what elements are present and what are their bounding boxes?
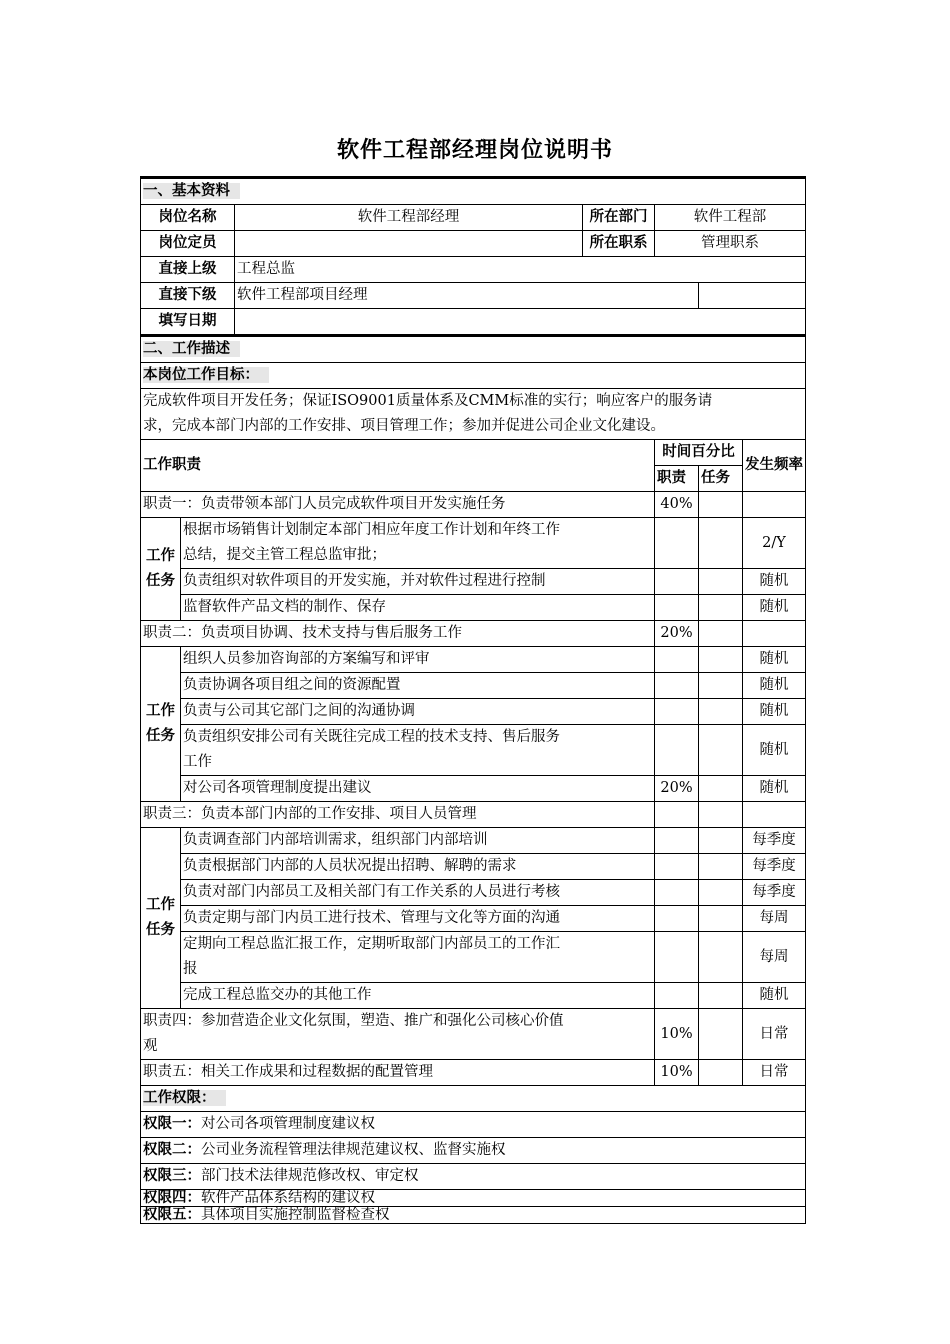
task-pct (655, 647, 699, 673)
task-text: 对公司各项管理制度提出建议 (181, 776, 655, 802)
task-sub-pct (699, 880, 743, 906)
task-text: 负责定期与部门内员工进行技术、管理与文化等方面的沟通 (181, 906, 655, 932)
task-text: 负责组织对软件项目的开发实施，并对软件过程进行控制 (181, 569, 655, 595)
task-pct (655, 725, 699, 776)
task-sub-pct (699, 595, 743, 621)
task-sub-pct (699, 932, 743, 983)
duty-pct: 10% (655, 1009, 699, 1060)
page-title: 软件工程部经理岗位说明书 (336, 138, 613, 163)
headcount-value (235, 231, 583, 257)
task-pct (655, 854, 699, 880)
task-sub-pct (699, 725, 743, 776)
task-freq: 随机 (743, 569, 806, 595)
duty-task-pct (699, 1060, 743, 1086)
duty-task-pct (699, 1009, 743, 1060)
task-freq: 随机 (743, 983, 806, 1009)
task-text: 负责组织安排公司有关既往完成工程的技术支持、售后服务 工作 (181, 725, 655, 776)
job-description-table (140, 176, 806, 1224)
task-freq: 每周 (743, 906, 806, 932)
task-freq: 随机 (743, 725, 806, 776)
task-freq: 随机 (743, 595, 806, 621)
task-sub-pct (699, 518, 743, 569)
duty-freq (743, 802, 806, 828)
goal-line-1: 完成软件项目开发任务；保证ISO9001质量体系及CMM标准的实行；响应客户的服务请 (143, 393, 713, 409)
authority-item: 权限三：部门技术法律规范修改权、审定权 (141, 1164, 806, 1190)
task-pct (655, 518, 699, 569)
task-pct-header: 任务 (699, 466, 743, 492)
task-sub-pct (699, 983, 743, 1009)
duty-freq (743, 492, 806, 518)
task-pct (655, 673, 699, 699)
task-freq: 每季度 (743, 828, 806, 854)
goal-line-2: 求，完成本部门内部的工作安排、项目管理工作；参加并促进公司企业文化建设。 (143, 418, 665, 434)
task-pct (655, 983, 699, 1009)
task-text: 负责调查部门内部培训需求，组织部门内部培训 (181, 828, 655, 854)
duty-title: 职责三：负责本部门内部的工作安排、项目人员管理 (141, 802, 655, 828)
task-group-label: 工作 任务 (141, 518, 181, 621)
date-value (235, 309, 806, 336)
goal-label: 本岗位工作目标： (141, 363, 806, 389)
job-family-label: 所在职系 (583, 231, 655, 257)
goal-text (141, 389, 806, 440)
section-work-description-heading: 二、工作描述 (141, 336, 806, 363)
duty-title: 职责一：负责带领本部门人员完成软件项目开发实施任务 (141, 492, 655, 518)
task-freq: 随机 (743, 776, 806, 802)
section-basic-info-heading: 一、基本资料 (141, 178, 806, 205)
duty-task-pct (699, 621, 743, 647)
duty-header: 工作职责 (141, 440, 655, 492)
task-freq: 随机 (743, 699, 806, 725)
superior-label: 直接上级 (141, 257, 235, 283)
position-name-value: 软件工程部经理 (235, 205, 583, 231)
task-text: 负责对部门内部员工及相关部门有工作关系的人员进行考核 (181, 880, 655, 906)
duty-title: 职责四：参加营造企业文化氛围，塑造、推广和强化公司核心价值 观 (141, 1009, 655, 1060)
task-pct (655, 932, 699, 983)
job-family-value: 管理职系 (655, 231, 806, 257)
task-freq: 每季度 (743, 854, 806, 880)
subordinate-extra (699, 283, 806, 309)
authority-item: 权限四：软件产品体系结构的建议权 (141, 1190, 806, 1207)
duty-freq (743, 621, 806, 647)
subordinate-label: 直接下级 (141, 283, 235, 309)
authority-item: 权限一：对公司各项管理制度建议权 (141, 1112, 806, 1138)
task-freq: 每周 (743, 932, 806, 983)
duty-task-pct (699, 802, 743, 828)
duty-freq: 日常 (743, 1060, 806, 1086)
department-label: 所在部门 (583, 205, 655, 231)
duty-freq: 日常 (743, 1009, 806, 1060)
task-freq: 随机 (743, 647, 806, 673)
task-text: 负责根据部门内部的人员状况提出招聘、解聘的需求 (181, 854, 655, 880)
duty-pct: 10% (655, 1060, 699, 1086)
task-sub-pct (699, 673, 743, 699)
superior-value: 工程总监 (235, 257, 806, 283)
task-sub-pct (699, 854, 743, 880)
task-text: 定期向工程总监汇报工作，定期听取部门内部员工的工作汇 报 (181, 932, 655, 983)
task-sub-pct (699, 906, 743, 932)
duty-pct: 20% (655, 621, 699, 647)
task-pct (655, 699, 699, 725)
position-name-label: 岗位名称 (141, 205, 235, 231)
duty-title: 职责二：负责项目协调、技术支持与售后服务工作 (141, 621, 655, 647)
task-freq: 每季度 (743, 880, 806, 906)
task-pct (655, 595, 699, 621)
task-pct (655, 828, 699, 854)
task-text: 根据市场销售计划制定本部门相应年度工作计划和年终工作 总结，提交主管工程总监审批； (181, 518, 655, 569)
task-freq: 随机 (743, 673, 806, 699)
task-group-label: 工作 任务 (141, 647, 181, 802)
subordinate-value: 软件工程部项目经理 (235, 283, 699, 309)
task-pct (655, 569, 699, 595)
frequency-header: 发生频率 (743, 440, 806, 492)
task-sub-pct (699, 647, 743, 673)
date-label: 填写日期 (141, 309, 235, 336)
duty-pct-header: 职责 (655, 466, 699, 492)
task-group-label: 工作 任务 (141, 828, 181, 1009)
duty-pct (655, 802, 699, 828)
task-pct (655, 906, 699, 932)
task-sub-pct (699, 828, 743, 854)
task-pct: 20% (655, 776, 699, 802)
task-text: 完成工程总监交办的其他工作 (181, 983, 655, 1009)
task-sub-pct (699, 699, 743, 725)
task-text: 监督软件产品文档的制作、保存 (181, 595, 655, 621)
task-text: 负责与公司其它部门之间的沟通协调 (181, 699, 655, 725)
duty-title: 职责五：相关工作成果和过程数据的配置管理 (141, 1060, 655, 1086)
task-text: 负责协调各项目组之间的资源配置 (181, 673, 655, 699)
authority-label: 工作权限： (141, 1086, 806, 1112)
authority-item: 权限五：具体项目实施控制监督检查权 (141, 1207, 806, 1224)
time-pct-header: 时间百分比 (655, 440, 743, 466)
task-sub-pct (699, 776, 743, 802)
task-freq: 2/Y (743, 518, 806, 569)
task-text: 组织人员参加咨询部的方案编写和评审 (181, 647, 655, 673)
task-sub-pct (699, 569, 743, 595)
duty-pct: 40% (655, 492, 699, 518)
headcount-label: 岗位定员 (141, 231, 235, 257)
department-value: 软件工程部 (655, 205, 806, 231)
authority-item: 权限二：公司业务流程管理法律规范建议权、监督实施权 (141, 1138, 806, 1164)
duty-task-pct (699, 492, 743, 518)
task-pct (655, 880, 699, 906)
